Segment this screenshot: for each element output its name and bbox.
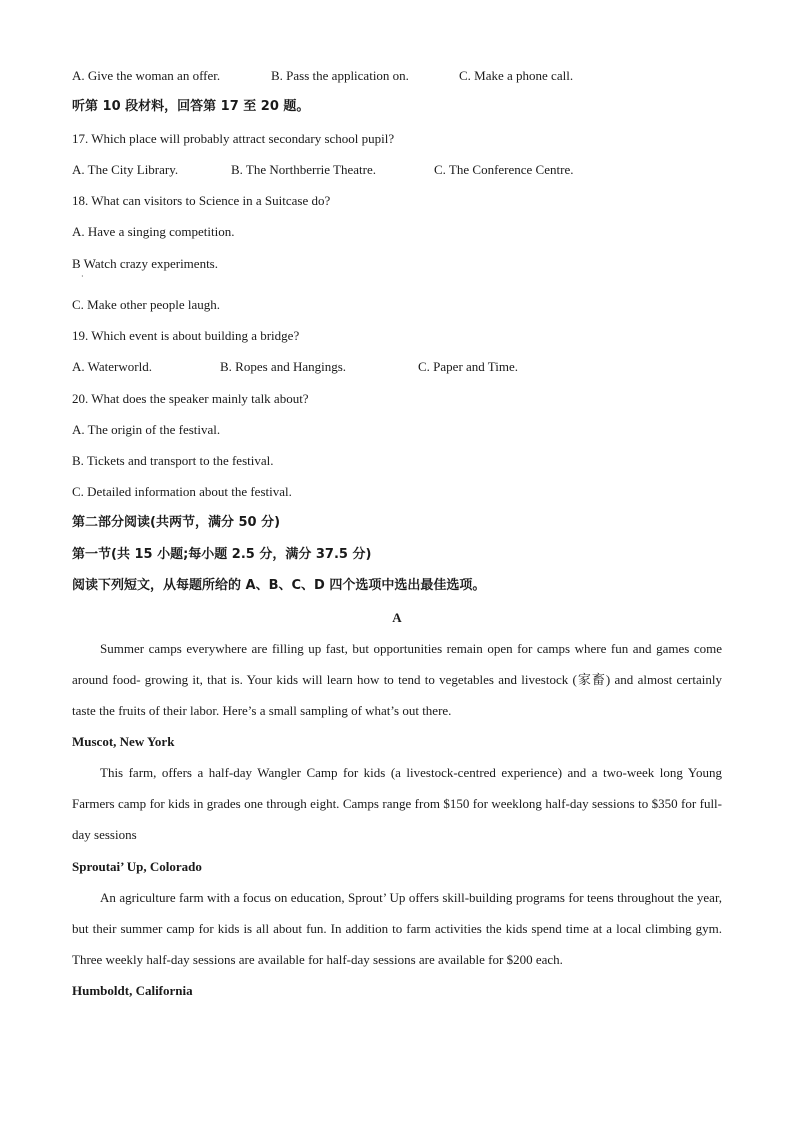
q17-option-b: B. The Northberrie Theatre.: [231, 162, 376, 177]
camp1-text: This farm, offers a half-day Wangler Camp for kids (a livestock-centred experience) and a two-week long Young Farmers camp for kids in grades one through eight. Camps range from $150 for weeklong half-day sessions to $350 for full-day sessions: [72, 765, 722, 842]
q16-option-a: A. Give the woman an offer.: [72, 68, 221, 83]
q20-option-a: A. The origin of the festival.: [72, 422, 221, 437]
q17-option-c: C. The Conference Centre.: [434, 162, 574, 177]
q20-option-b: B. Tickets and transport to the festival.: [72, 453, 274, 468]
instructions: 阅读下列短文，从每题所给的 A、B、C、D 四个选项中选出最佳选项。: [72, 578, 486, 593]
q16-option-c: C. Make a phone call.: [459, 68, 574, 83]
q18-option-c: C. Make other people laugh.: [72, 297, 221, 312]
camp1-title: Muscot, New York: [72, 734, 175, 749]
section1-heading: 第一节(共 15 小题;每小题 2.5 分，满分 37.5 分): [72, 547, 372, 562]
section10-heading: 听第 10 段材料，回答第 17 至 20 题。: [72, 99, 310, 114]
q17-question: 17. Which place will probably attract secondary school pupil?: [72, 131, 395, 146]
camp3-title: Humboldt, California: [72, 983, 193, 998]
q18-option-b: B Watch crazy experiments.: [72, 256, 218, 271]
q19-option-b: B. Ropes and Hangings.: [220, 359, 347, 374]
stray-dot: ·: [81, 272, 84, 281]
q19-option-c: C. Paper and Time.: [418, 359, 519, 374]
passage-label: A: [392, 610, 402, 625]
q20-option-c: C. Detailed information about the festival.: [72, 484, 292, 499]
q16-option-b: B. Pass the application on.: [271, 68, 409, 83]
q20-question: 20. What does the speaker mainly talk about?: [72, 391, 309, 406]
q18-question: 18. What can visitors to Science in a Suitcase do?: [72, 193, 331, 208]
q17-option-a: A. The City Library.: [72, 162, 179, 177]
camp2-text: An agriculture farm with a focus on education, Sprout’ Up offers skill-building programs for teens throughout the year, but their summer camp for kids is all about fun. In addition to farm activities the kids spend time at a local climbing gym. Three weekly half-day sessions are available for half-day sessions are available for $200 each.: [72, 890, 722, 967]
camp2-title: Sproutai’ Up, Colorado: [72, 859, 202, 874]
q18-option-a: A. Have a singing competition.: [72, 224, 235, 239]
passage-intro: Summer camps everywhere are filling up fast, but opportunities remain open for camps where fun and games come around food- growing it, that is. Your kids will learn how to tend to vegetables and livestock (家畜) and almost certainly taste the fruits of their labor. Here’s a small sampling of what’s out there.: [72, 641, 722, 718]
part2-heading: 第二部分阅读(共两节，满分 50 分): [72, 515, 281, 530]
q19-option-a: A. Waterworld.: [72, 359, 152, 374]
q19-question: 19. Which event is about building a bridge?: [72, 328, 300, 343]
